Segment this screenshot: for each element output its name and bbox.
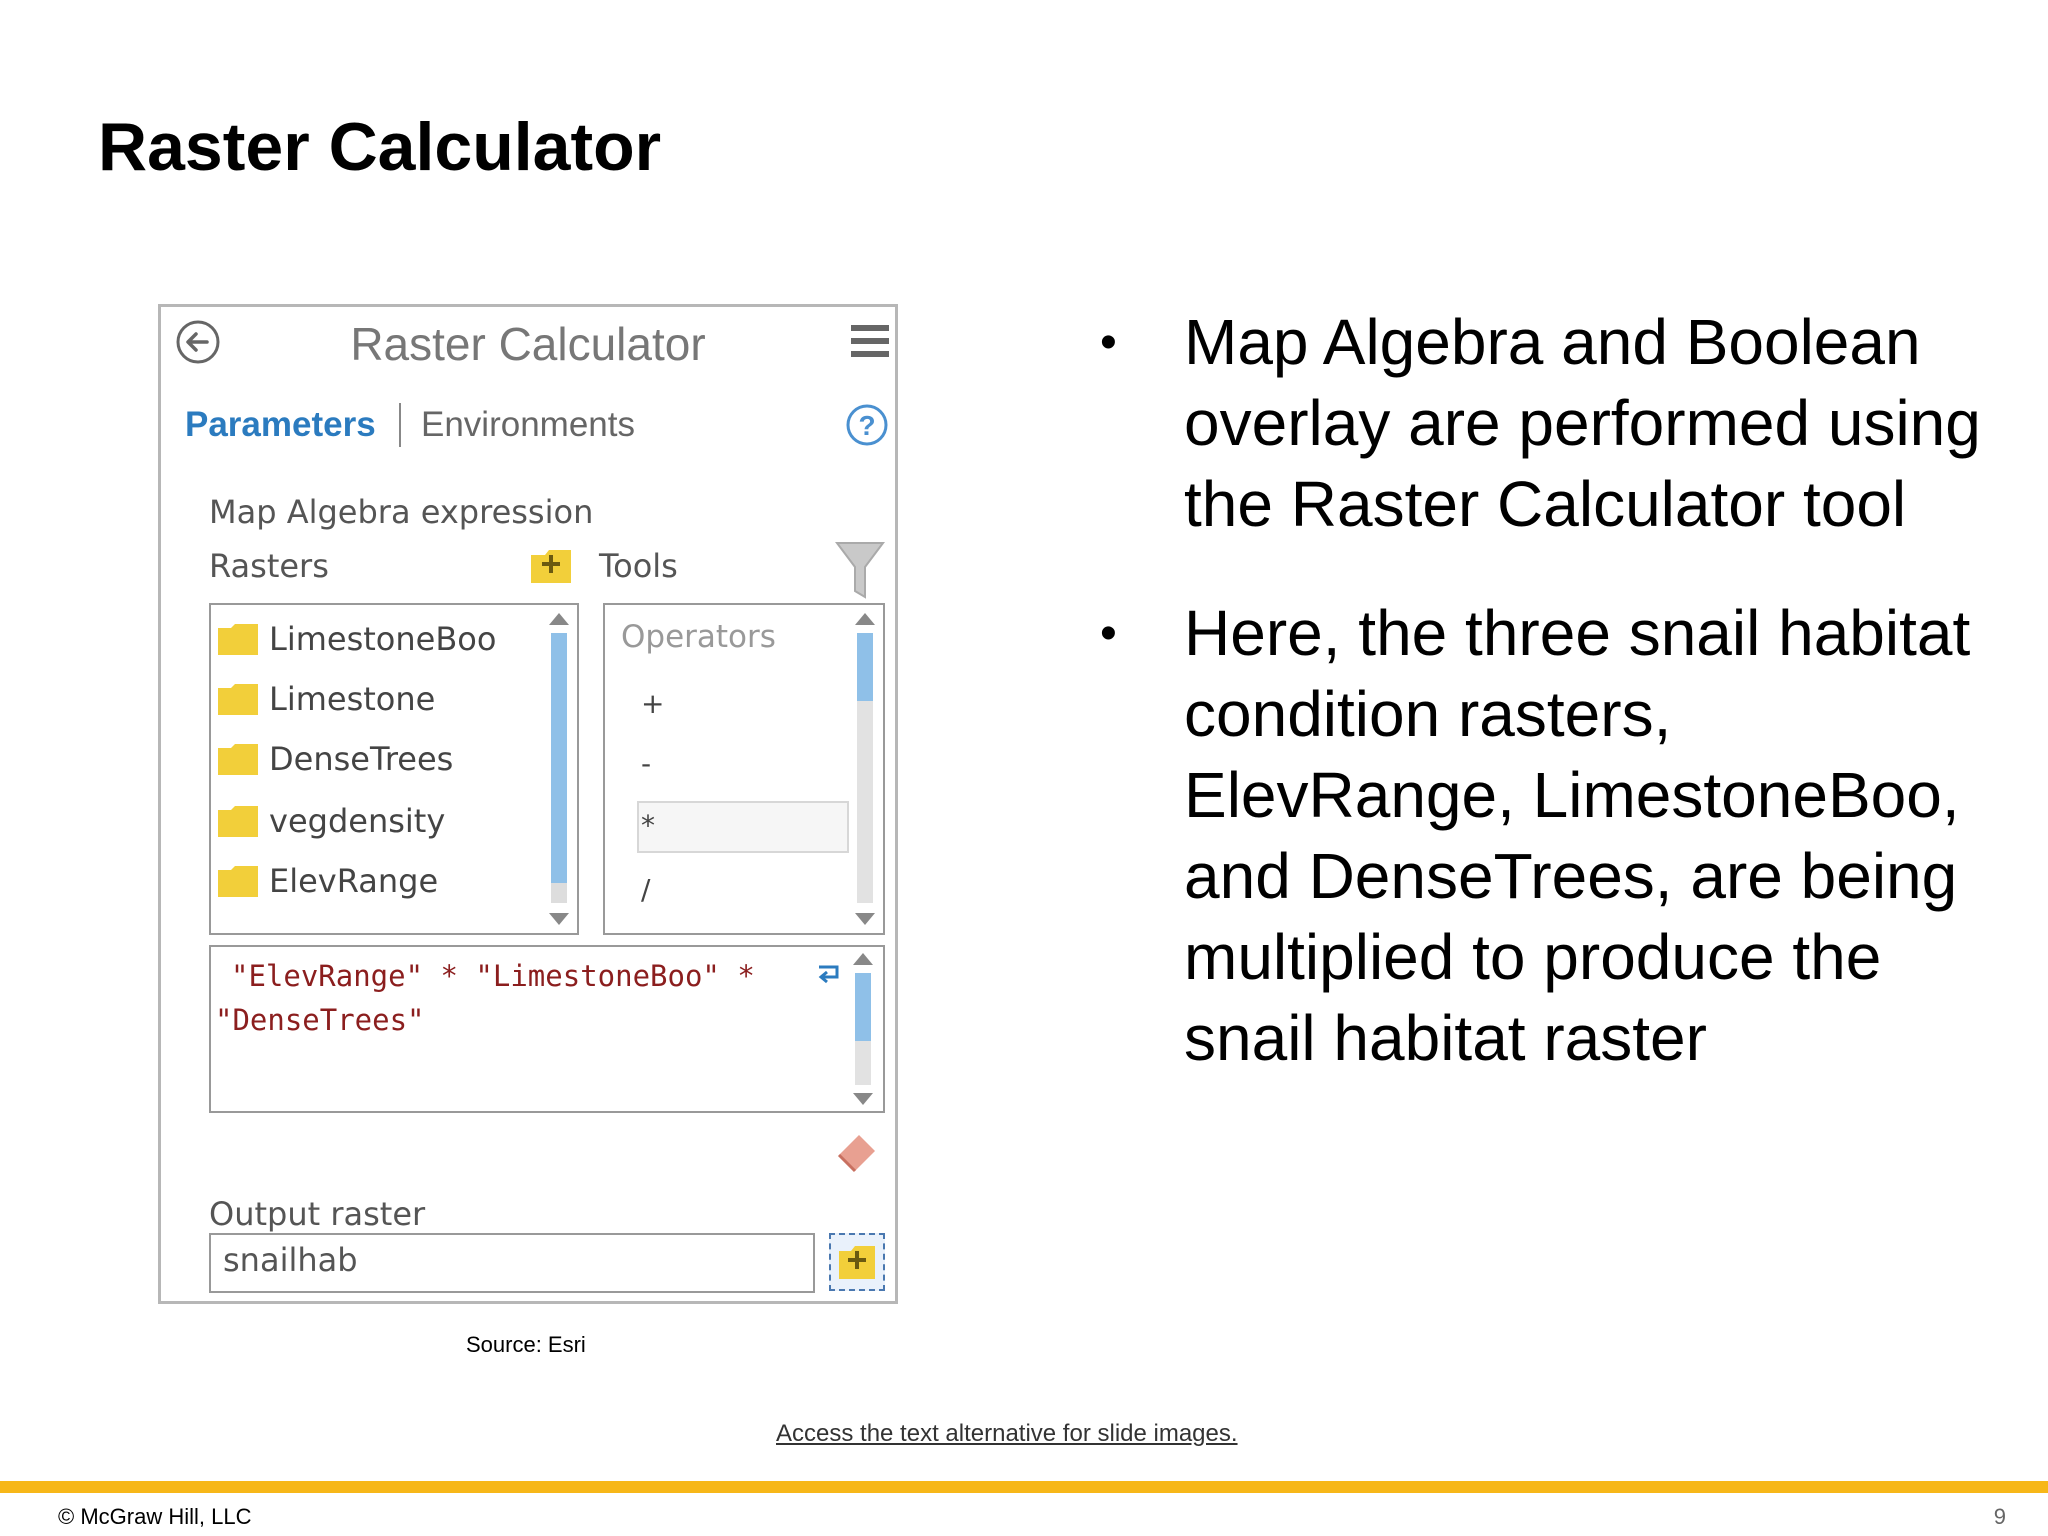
folder-icon: [217, 864, 259, 898]
raster-item-label: LimestoneBoo: [269, 620, 497, 658]
raster-calculator-panel: [158, 304, 898, 1304]
browse-output-button[interactable]: [829, 1233, 885, 1291]
operators-header: Operators: [621, 619, 776, 655]
operators-list[interactable]: [603, 603, 885, 935]
operator-divide[interactable]: /: [641, 873, 651, 906]
raster-item-label: ElevRange: [269, 862, 439, 900]
add-raster-icon[interactable]: [529, 543, 573, 585]
raster-list[interactable]: [209, 603, 579, 935]
operator-minus[interactable]: -: [641, 747, 652, 780]
operators-scrollbar[interactable]: [853, 611, 877, 927]
raster-item[interactable]: [217, 613, 496, 665]
bullet-dot: •: [1100, 607, 1117, 660]
help-icon[interactable]: [845, 403, 889, 447]
folder-icon: [217, 742, 259, 776]
raster-item[interactable]: [217, 673, 435, 725]
tab-separator: [399, 403, 401, 447]
raster-item-label: Limestone: [269, 680, 436, 718]
svg-text:?: ?: [858, 410, 876, 441]
eraser-icon[interactable]: [833, 1127, 881, 1175]
bullet-item: [1100, 302, 2000, 545]
wrap-icon: [815, 963, 843, 987]
menu-icon[interactable]: [849, 321, 891, 361]
expression-scrollbar[interactable]: [851, 951, 875, 1107]
panel-title: Raster Calculator: [350, 318, 706, 370]
operator-plus[interactable]: +: [641, 687, 665, 720]
slide-title: Raster Calculator: [98, 109, 662, 185]
output-raster-input[interactable]: snailhab: [209, 1233, 815, 1293]
expression-line-1: "ElevRange" * "LimestoneBoo" *: [231, 959, 755, 993]
folder-icon: [217, 682, 259, 716]
bullet-item: [1100, 593, 2000, 1079]
tab-environments[interactable]: Environments: [421, 405, 635, 444]
rasters-label: Rasters: [209, 547, 329, 585]
bullet-text: Here, the three snail habitat condition rasters, ElevRange, LimestoneBoo, and DenseTrees, are being multiplied to produce the snail habitat raster: [1184, 597, 1971, 1074]
bullet-dot: •: [1100, 316, 1117, 369]
folder-icon: [217, 622, 259, 656]
raster-list-scrollbar[interactable]: [547, 611, 571, 927]
copyright: © McGraw Hill, LLC: [58, 1504, 252, 1529]
bullet-text: Map Algebra and Boolean overlay are performed using the Raster Calculator tool: [1184, 306, 1981, 540]
raster-item[interactable]: [217, 733, 453, 785]
expression-input[interactable]: [209, 945, 885, 1113]
expression-line-2: "DenseTrees": [215, 1003, 425, 1037]
output-raster-label: Output raster: [209, 1195, 426, 1233]
operator-multiply[interactable]: *: [641, 809, 655, 842]
raster-item-label: DenseTrees: [269, 740, 454, 778]
tab-parameters[interactable]: Parameters: [185, 405, 376, 444]
filter-icon[interactable]: [835, 539, 885, 601]
footer-bar: [0, 1481, 2048, 1493]
tools-label: Tools: [599, 547, 678, 585]
expression-label: Map Algebra expression: [209, 493, 594, 531]
add-folder-icon: [837, 1241, 877, 1283]
raster-item[interactable]: [217, 855, 438, 907]
raster-item[interactable]: [217, 795, 445, 847]
text-alternative-link[interactable]: Access the text alternative for slide images.: [776, 1420, 1238, 1447]
bullet-list: [1100, 302, 2000, 1127]
page-number: 9: [1993, 1504, 2006, 1529]
folder-icon: [217, 804, 259, 838]
raster-item-label: vegdensity: [269, 802, 446, 840]
source-caption: Source: Esri: [466, 1332, 586, 1357]
